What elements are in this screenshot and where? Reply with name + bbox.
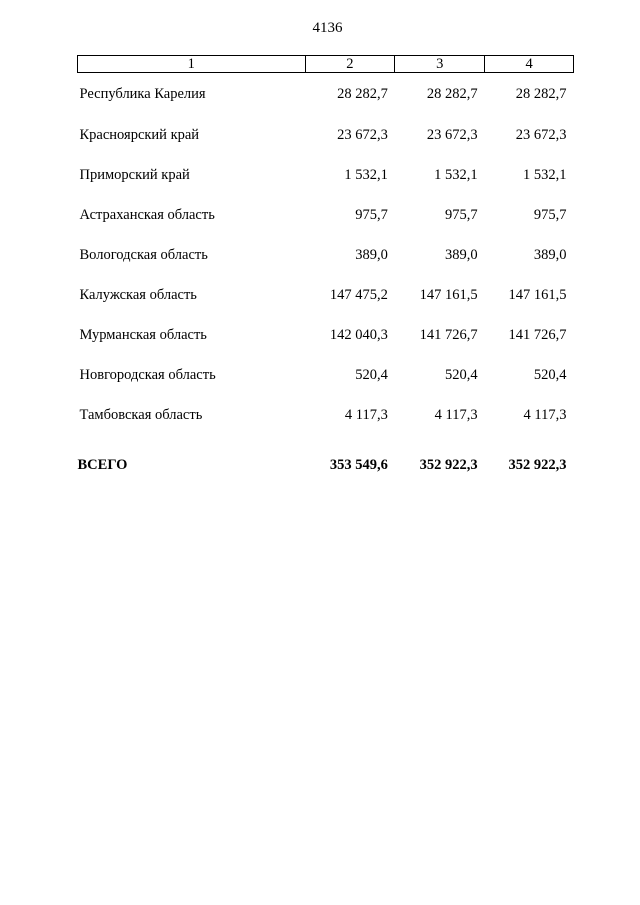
total-row bbox=[78, 435, 574, 489]
region-name: Астраханская область bbox=[79, 207, 215, 223]
region-name: Тамбовская область bbox=[79, 407, 203, 423]
value-col-2: 4 117,3 bbox=[344, 407, 388, 423]
value-col-3: 147 161,5 bbox=[419, 287, 478, 303]
value-col-3: 28 282,7 bbox=[426, 86, 478, 102]
table-row bbox=[78, 355, 574, 395]
region-name: Новгородская область bbox=[79, 367, 216, 383]
region-name: Республика Карелия bbox=[79, 86, 206, 102]
header-col-3: 3 bbox=[395, 56, 485, 73]
value-col-2: 520,4 bbox=[355, 367, 388, 383]
value-col-4: 389,0 bbox=[533, 247, 567, 263]
value-col-3: 141 726,7 bbox=[419, 327, 478, 343]
page-number: 4136 bbox=[312, 20, 343, 36]
total-label: ВСЕГО bbox=[77, 457, 128, 473]
value-col-4: 975,7 bbox=[533, 207, 567, 223]
value-col-3: 389,0 bbox=[445, 247, 478, 263]
table-body bbox=[78, 73, 574, 490]
header-row bbox=[78, 56, 574, 73]
value-col-3: 23 672,3 bbox=[426, 127, 478, 143]
table-row bbox=[78, 73, 574, 116]
value-col-4: 147 161,5 bbox=[508, 287, 567, 303]
value-col-2: 28 282,7 bbox=[337, 86, 388, 102]
value-col-2: 23 672,3 bbox=[337, 127, 388, 143]
value-col-2: 1 532,1 bbox=[344, 167, 388, 183]
value-col-2: 975,7 bbox=[355, 207, 388, 223]
table-row bbox=[78, 315, 574, 355]
total-col-3: 352 922,3 bbox=[419, 457, 478, 473]
value-col-2: 147 475,2 bbox=[329, 287, 388, 303]
header-col-4: 4 bbox=[485, 56, 574, 73]
value-col-3: 4 117,3 bbox=[434, 407, 478, 423]
value-col-4: 520,4 bbox=[533, 367, 567, 383]
value-col-3: 520,4 bbox=[445, 367, 478, 383]
region-name: Мурманская область bbox=[79, 327, 207, 343]
region-name: Калужская область bbox=[79, 287, 197, 303]
header-col-1: 1 bbox=[78, 56, 306, 73]
table-row bbox=[78, 235, 574, 275]
value-col-4: 141 726,7 bbox=[508, 327, 567, 343]
region-name: Вологодская область bbox=[79, 247, 208, 263]
region-name: Приморский край bbox=[79, 167, 190, 183]
table-row bbox=[78, 275, 574, 315]
value-col-3: 1 532,1 bbox=[434, 167, 478, 183]
total-col-2: 353 549,6 bbox=[329, 457, 388, 473]
value-col-2: 142 040,3 bbox=[329, 327, 388, 343]
table-row bbox=[78, 155, 574, 195]
value-col-4: 4 117,3 bbox=[523, 407, 567, 423]
value-col-2: 389,0 bbox=[355, 247, 388, 263]
table-row bbox=[78, 395, 574, 435]
header-col-2: 2 bbox=[305, 56, 395, 73]
value-col-4: 23 672,3 bbox=[515, 127, 567, 143]
budget-table bbox=[77, 55, 574, 489]
table-header bbox=[78, 56, 574, 73]
value-col-4: 1 532,1 bbox=[523, 167, 567, 183]
table-row bbox=[78, 195, 574, 235]
table-row bbox=[78, 115, 574, 155]
value-col-3: 975,7 bbox=[445, 207, 478, 223]
region-name: Красноярский край bbox=[79, 127, 200, 143]
value-col-4: 28 282,7 bbox=[515, 86, 567, 102]
total-col-4: 352 922,3 bbox=[508, 457, 567, 473]
